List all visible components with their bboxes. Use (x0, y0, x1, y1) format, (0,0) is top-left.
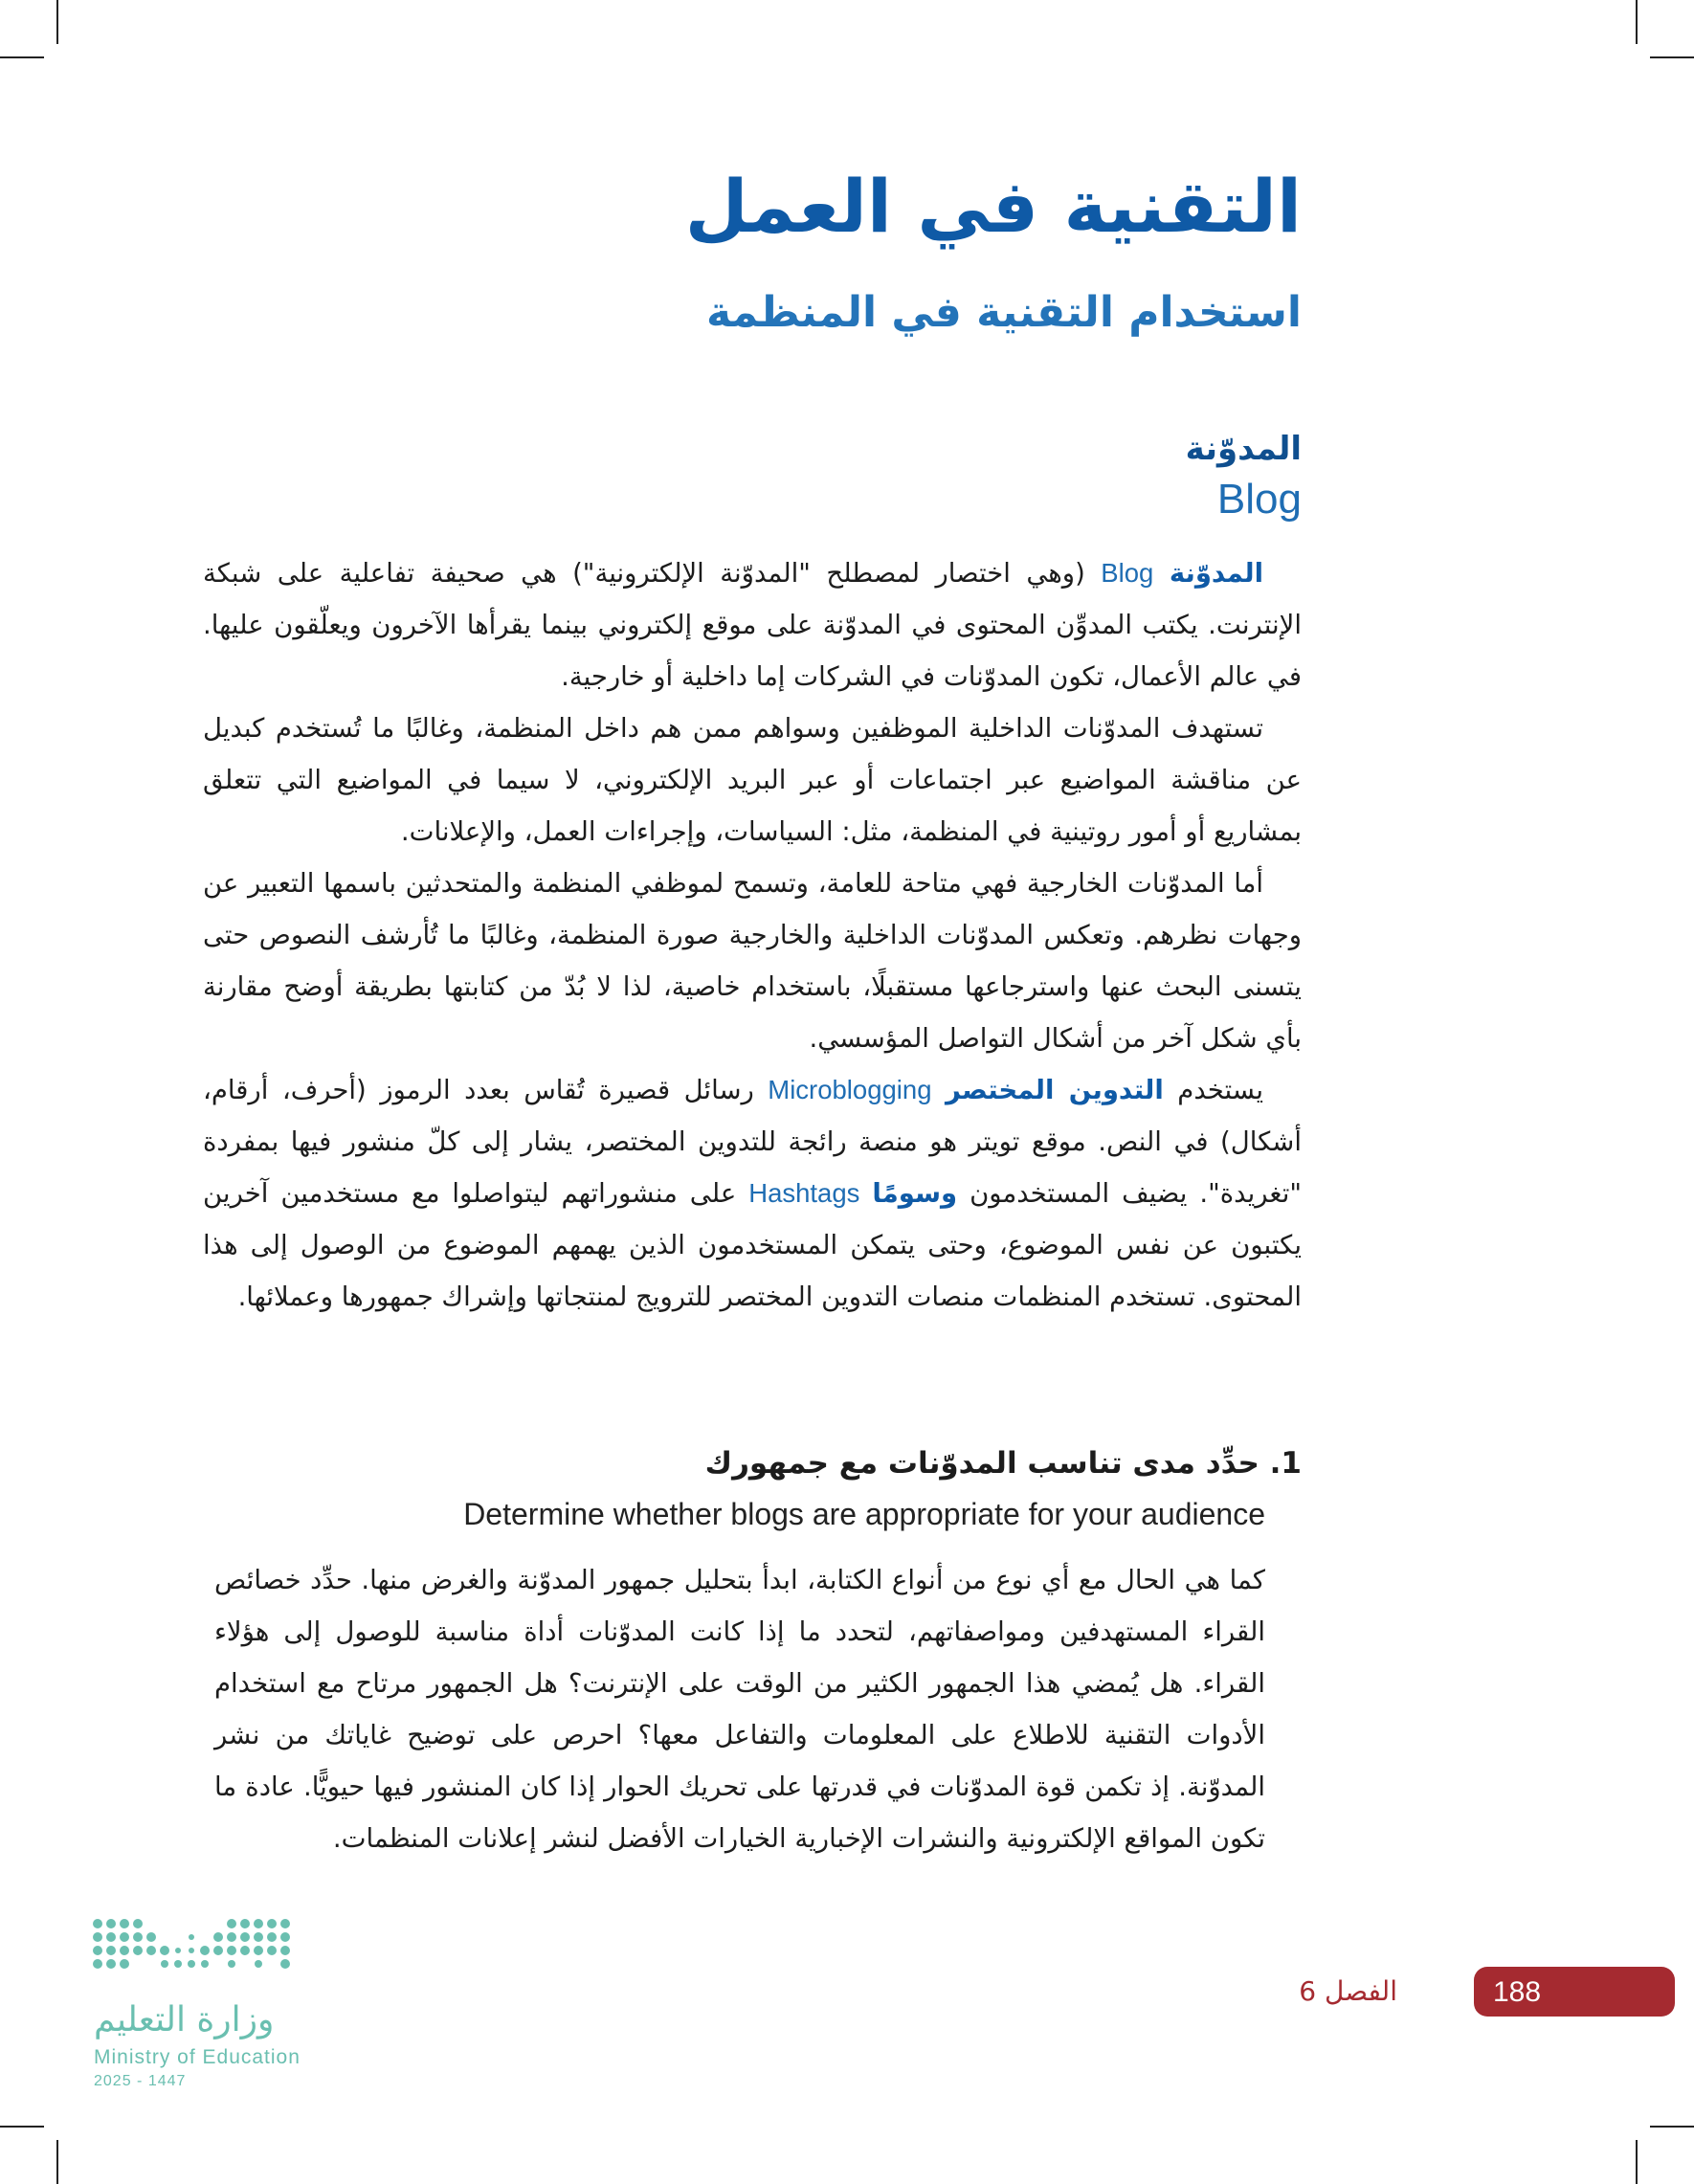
crop-mark (1650, 56, 1694, 58)
paragraph-text: رسائل قصيرة تُقاس بعدد الرموز (أحرف، أرقام، أشكال) في النص. موقع تويتر هو منصة رائجة للتدوين المختصر، يشار إلى كلّ منشور فيها بمفردة "تغريدة". يضيف المستخدمون (203, 1075, 1302, 1209)
ministry-name-english: Ministry of Education (94, 2046, 301, 2068)
page-title: التقنية في العمل (684, 164, 1302, 249)
paragraph-audience: كما هي الحال مع أي نوع من أنواع الكتابة، ابدأ بتحليل جمهور المدوّنة والغرض منها. حدِّد خصائص القراء المستهدفين ومواصفاتهم، لتحدد ما إذا كانت المدوّنات أداة مناسبة للوصول إلى هؤلاء القراء. هل يُمضي هذا الجمهور الكثير من الوقت على الإنترنت؟ هل الجمهور مرتاح مع استخدام الأدوات التقنية للاطلاع على المعلومات والتفاعل معها؟ احرص على توضيح غاياتك من نشر المدوّنة. إذ تكمن قوة المدوّنات في قدرتها على تحريك الحوار إذا كان المنشور فيها حيويًّا. عادة ما تكون المواقع الإلكترونية والنشرات الإخبارية الخيارات الأفضل لنشر إعلانات المنظمات. (214, 1565, 1265, 1854)
item-body (214, 1554, 1265, 1864)
ministry-name-arabic: وزارة التعليم (94, 2000, 275, 2039)
crop-mark (56, 2140, 58, 2184)
paragraph-external-blogs: أما المدوّنات الخارجية فهي متاحة للعامة، وتسمح لموظفي المنظمة والمتحدثين باسمها التعبير عن وجهات نظرهم. وتعكس المدوّنات الداخلية والخارجية صورة المنظمة، وغالبًا ما تُأرشف النصوص حتى يتسنى البحث عنها واسترجاعها مستقبلًا، باستخدام خاصية، لذا لا بُدّ من كتابتها بطريقة أوضح مقارنة بأي شكل آخر من أشكال التواصل المؤسسي. (203, 868, 1302, 1054)
paragraph-microblogging (203, 1064, 1302, 1323)
page-subtitle: استخدام التقنية في المنظمة (706, 288, 1302, 337)
section-title-arabic: المدوّنة (1185, 430, 1302, 468)
page-number: 188 (1492, 1976, 1542, 2008)
paragraph-blog-definition (203, 547, 1302, 702)
paragraph-text: يستخدم (1163, 1075, 1263, 1105)
paragraph-internal-blogs: تستهدف المدوّنات الداخلية الموظفين وسواهم ممن هم داخل المنظمة، وغالبًا ما تُستخدم كبديل عن مناقشة المواضيع عبر اجتماعات أو عبر البريد الإلكتروني، لا سيما في المواضيع التي تتعلق بمشاريع أو أمور روتينية في المنظمة، مثل: السياسات، وإجراءات العمل، والإعلانات. (203, 713, 1302, 847)
term-hashtags-english: Hashtags (748, 1178, 860, 1208)
crop-mark (0, 2126, 44, 2128)
term-microblogging: التدوين المختصر (946, 1075, 1164, 1105)
term-blog-english: Blog (1101, 558, 1154, 588)
section-title-english: Blog (1216, 476, 1302, 523)
paragraph-text: على منشوراتهم ليتواصلوا مع مستخدمين آخرين يكتبون عن نفس الموضوع، وحتى يتمكن المستخدمون الذين يهمهم الموضوع من الوصول إلى هذا المحتوى. تستخدم المنظمات منصات التدوين المختصر للترويج لمنتجاتها وإشراك جمهورها وعملائها. (203, 1178, 1302, 1312)
term-hashtags: وسومًا (872, 1178, 958, 1209)
crop-mark (0, 56, 44, 58)
crop-mark (1650, 2126, 1694, 2128)
term-microblogging-english: Microblogging (768, 1075, 932, 1104)
section-body (203, 547, 1302, 1323)
chapter-label: الفصل 6 (1299, 1975, 1397, 2007)
paragraph-text: (وهي اختصار لمصطلح "المدوّنة الإلكترونية") هي صحيفة تفاعلية على شبكة الإنترنت. يكتب المدوِّن المحتوى في المدوّنة على موقع إلكتروني بينما يقرأها الآخرون ويعلّقون عليها. في عالم الأعمال، تكون المدوّنات في الشركات إما داخلية أو خارجية. (203, 558, 1302, 692)
item-heading-english: Determine whether blogs are appropriate for your audience (463, 1497, 1265, 1531)
ministry-year: 2025 - 1447 (94, 2073, 187, 2089)
crop-mark (1636, 2140, 1638, 2184)
term-blog: المدوّنة (1169, 558, 1263, 589)
crop-mark (1636, 0, 1638, 44)
crop-mark (56, 0, 58, 44)
item-heading-arabic: 1. حدِّد مدى تناسب المدوّنات مع جمهورك (704, 1446, 1302, 1481)
